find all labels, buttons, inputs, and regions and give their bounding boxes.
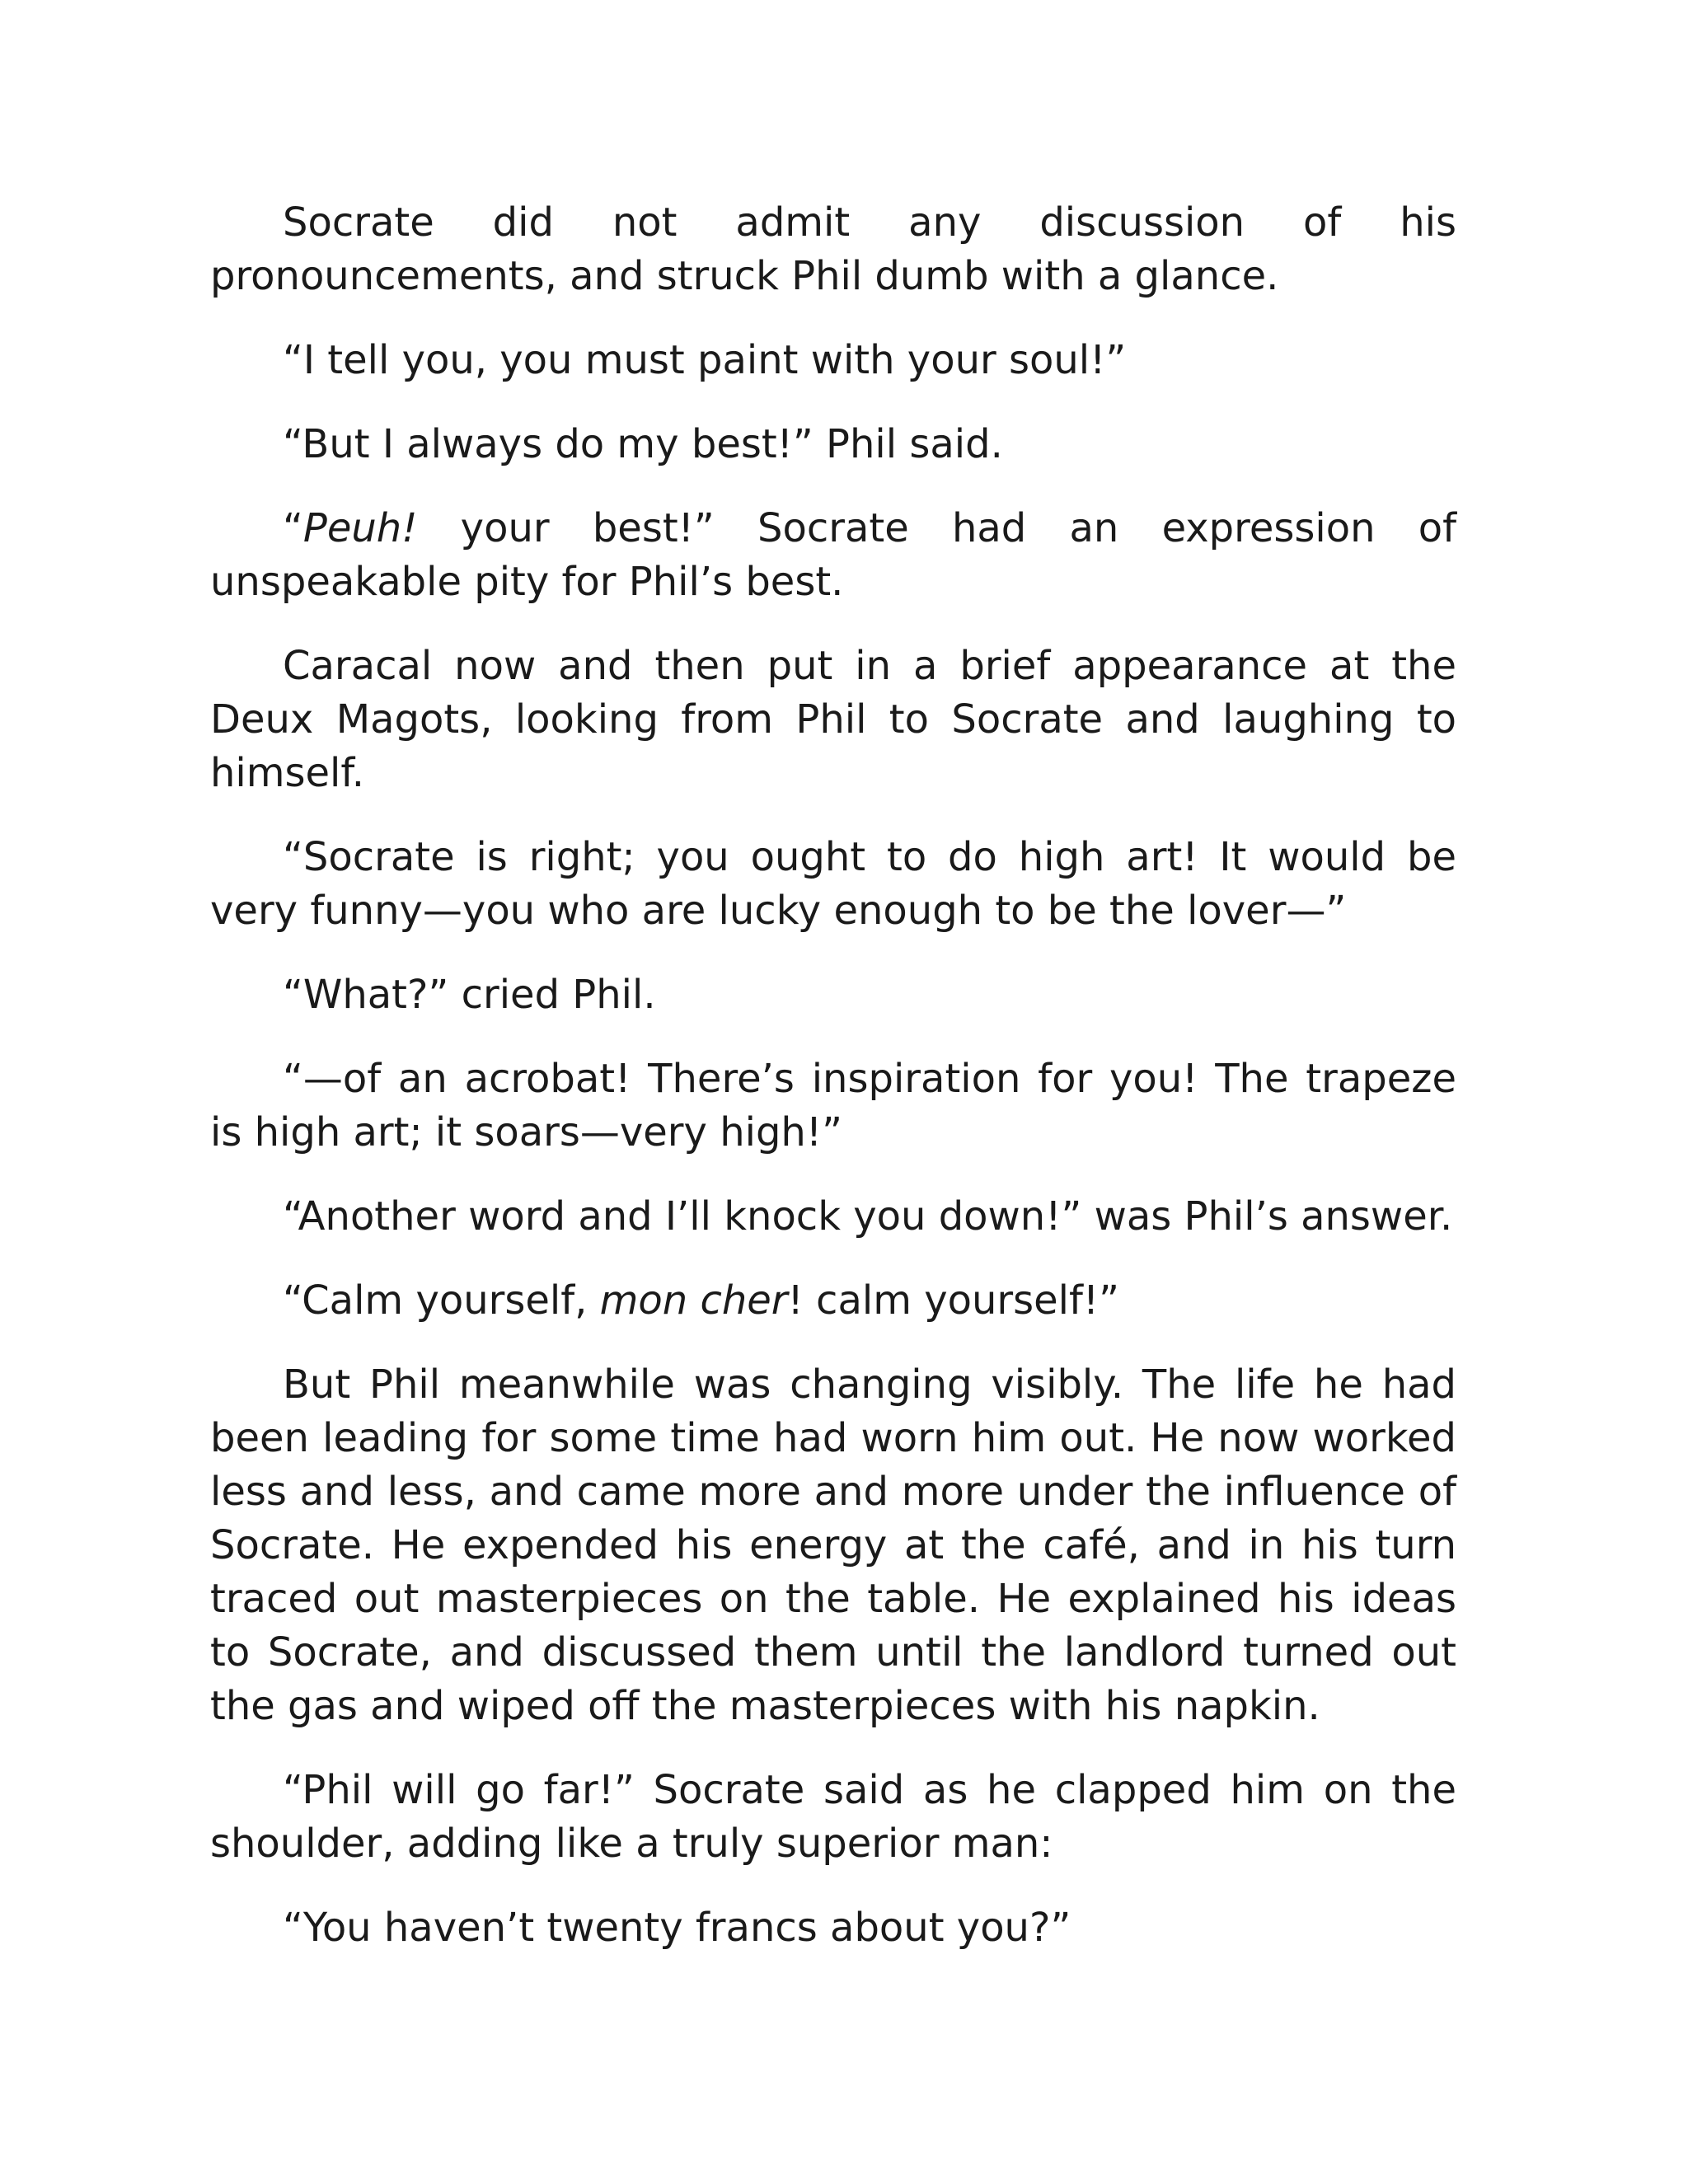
text-segment: “What?” cried Phil.	[283, 972, 656, 1018]
italic-text-segment: mon cher	[599, 1277, 788, 1324]
text-segment: “Phil will go far!” Socrate said as he clapped him on the shoulder, adding like a truly superior man:	[210, 1767, 1456, 1867]
paragraph	[210, 1764, 1456, 1871]
text-segment: “Socrate is right; you ought to do high art! It would be very funny—you who are lucky enough to be the lover—”	[210, 834, 1456, 934]
text-segment: ! calm yourself!”	[787, 1277, 1120, 1324]
text-segment: “Another word and I’ll knock you down!” was Phil’s answer.	[283, 1193, 1453, 1240]
text-segment: “Calm yourself,	[283, 1277, 600, 1324]
text-segment: your best!” Socrate had an expression of unspeakable pity for Phil’s best.	[210, 505, 1456, 605]
paragraph	[210, 334, 1456, 387]
paragraph	[210, 1274, 1456, 1328]
paragraph	[210, 831, 1456, 938]
text-segment: Socrate did not admit any discussion of his pronouncements, and struck Phil dumb with a glance.	[210, 199, 1456, 299]
paragraph	[210, 418, 1456, 471]
text-segment: “But I always do my best!” Phil said.	[283, 421, 1003, 467]
paragraph	[210, 196, 1456, 303]
paragraph	[210, 1052, 1456, 1160]
paragraph	[210, 640, 1456, 800]
italic-text-segment: Peuh!	[302, 505, 418, 551]
paragraph	[210, 1358, 1456, 1733]
paragraph	[210, 502, 1456, 609]
paragraph	[210, 1190, 1456, 1244]
paragraph	[210, 968, 1456, 1022]
page-body	[210, 196, 1456, 1985]
text-segment: Caracal now and then put in a brief appearance at the Deux Magots, looking from Phil to Socrate and laughing to himself.	[210, 643, 1456, 796]
text-segment: “I tell you, you must paint with your soul!”	[283, 337, 1127, 383]
paragraph	[210, 1901, 1456, 1955]
text-segment: But Phil meanwhile was changing visibly. The life he had been leading for some time had worn him out. He now worked less and less, and came more and more under the influence of Socrate. He expended his energy at the café, and in his turn traced out masterpieces on the table. He explained his ideas to Socrate, and discussed them until the landlord turned out the gas and wiped off the masterpieces with his napkin.	[210, 1361, 1456, 1729]
text-segment: “	[283, 505, 303, 551]
text-segment: “You haven’t twenty francs about you?”	[283, 1905, 1071, 1951]
text-segment: “—of an acrobat! There’s inspiration for you! The trapeze is high art; it soars—very high!”	[210, 1056, 1456, 1155]
